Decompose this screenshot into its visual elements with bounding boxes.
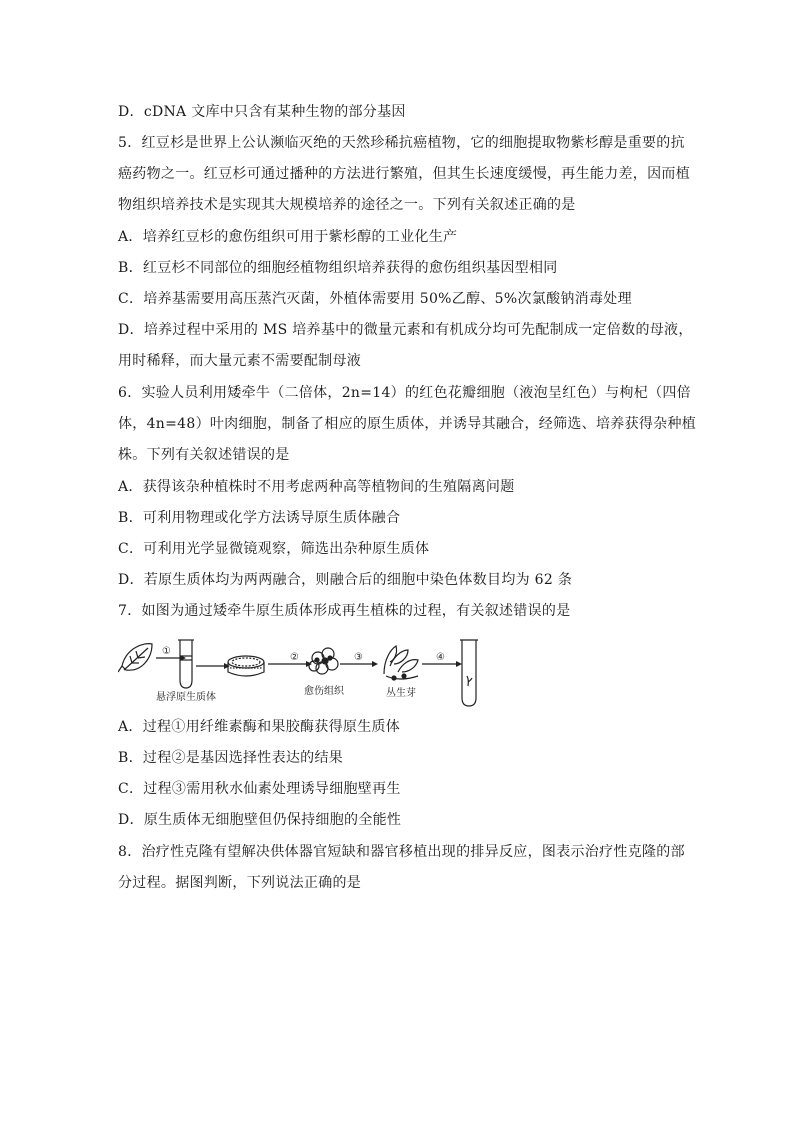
protoplast-label: 悬浮原生质体 xyxy=(156,692,216,703)
cluster-buds-icon xyxy=(384,646,418,680)
step-1-label: ① xyxy=(162,646,171,657)
q5-option-d-line-2: 用时稀释，而大量元素不需要配制母液 xyxy=(118,353,362,369)
q6-stem-line-2: 体，4n=48）叶肉细胞，制备了相应的原生质体，并诱导其融合，经筛选、培养获得杂种植 xyxy=(118,416,697,432)
petri-dish-icon xyxy=(228,656,264,676)
q5-option-a: A．培养红豆杉的愈伤组织可用于紫杉醇的工业化生产 xyxy=(118,229,458,245)
q5-option-c: C．培养基需要用高压蒸汽灭菌，外植体需要用 50%乙醇、5%次氯酸钠消毒处理 xyxy=(118,291,632,307)
q6-option-c: C．可利用光学显微镜观察，筛选出杂种原生质体 xyxy=(118,541,430,557)
test-tube-icon xyxy=(178,640,194,688)
culture-tube-icon xyxy=(460,640,478,706)
q5-stem-line-1: 5．红豆杉是世界上公认濒临灭绝的天然珍稀抗癌植物，它的细胞提取物紫杉醇是重要的抗 xyxy=(118,135,685,151)
leaf-icon xyxy=(118,644,152,672)
step-3-label: ③ xyxy=(354,652,363,663)
q8-stem-line-1: 8．治疗性克隆有望解决供体器官短缺和器官移植出现的排异反应，图表示治疗性克隆的部 xyxy=(118,844,685,860)
cluster-buds-label: 丛生芽 xyxy=(386,688,416,699)
callus-icon xyxy=(309,648,338,674)
q5-stem-line-3: 物组织培养技术是实现其大规模培养的途径之一。下列有关叙述正确的是 xyxy=(118,197,576,213)
q6-stem-line-1: 6．实验人员利用矮牵牛（二倍体，2n=14）的红色花瓣细胞（液泡呈红色）与枸杞（四倍 xyxy=(118,385,691,401)
q4-option-d: D．cDNA 文库中只含有某种生物的部分基因 xyxy=(118,104,406,120)
q5-stem-line-2: 癌药物之一。红豆杉可通过播种的方法进行繁殖，但其生长速度缓慢，再生能力差，因而植 xyxy=(118,166,690,182)
q6-option-b: B．可利用物理或化学方法诱导原生质体融合 xyxy=(118,510,401,526)
q8-stem-line-2: 分过程。据图判断，下列说法正确的是 xyxy=(118,875,362,891)
q7-option-d: D．原生质体无细胞壁但仍保持细胞的全能性 xyxy=(118,812,402,828)
q7-option-a: A．过程①用纤维素酶和果胶酶获得原生质体 xyxy=(118,719,401,735)
step-4-label: ④ xyxy=(436,652,445,663)
q7-option-b: B．过程②是基因选择性表达的结果 xyxy=(118,750,344,766)
q5-option-b: B．红豆杉不同部位的细胞经植物组织培养获得的愈伤组织基因型相同 xyxy=(118,260,558,276)
q7-stem: 7．如图为通过矮牵牛原生质体形成再生植株的过程，有关叙述错误的是 xyxy=(118,603,571,619)
q6-stem-line-3: 株。下列有关叙述错误的是 xyxy=(118,447,290,463)
q6-option-a: A．获得该杂种植株时不用考虑两种高等植物间的生殖隔离问题 xyxy=(118,479,515,495)
q7-option-c: C．过程③需用秋水仙素处理诱导细胞壁再生 xyxy=(118,781,401,797)
q5-option-d-line-1: D．培养过程中采用的 MS 培养基中的微量元素和有机成分均可先配制成一定倍数的母液， xyxy=(118,322,693,338)
step-2-label: ② xyxy=(290,652,299,663)
callus-label: 愈伤组织 xyxy=(304,686,344,697)
q6-option-d: D．若原生质体均为两两融合，则融合后的细胞中染色体数目均为 62 条 xyxy=(118,572,573,588)
q7-process-figure xyxy=(118,636,498,708)
